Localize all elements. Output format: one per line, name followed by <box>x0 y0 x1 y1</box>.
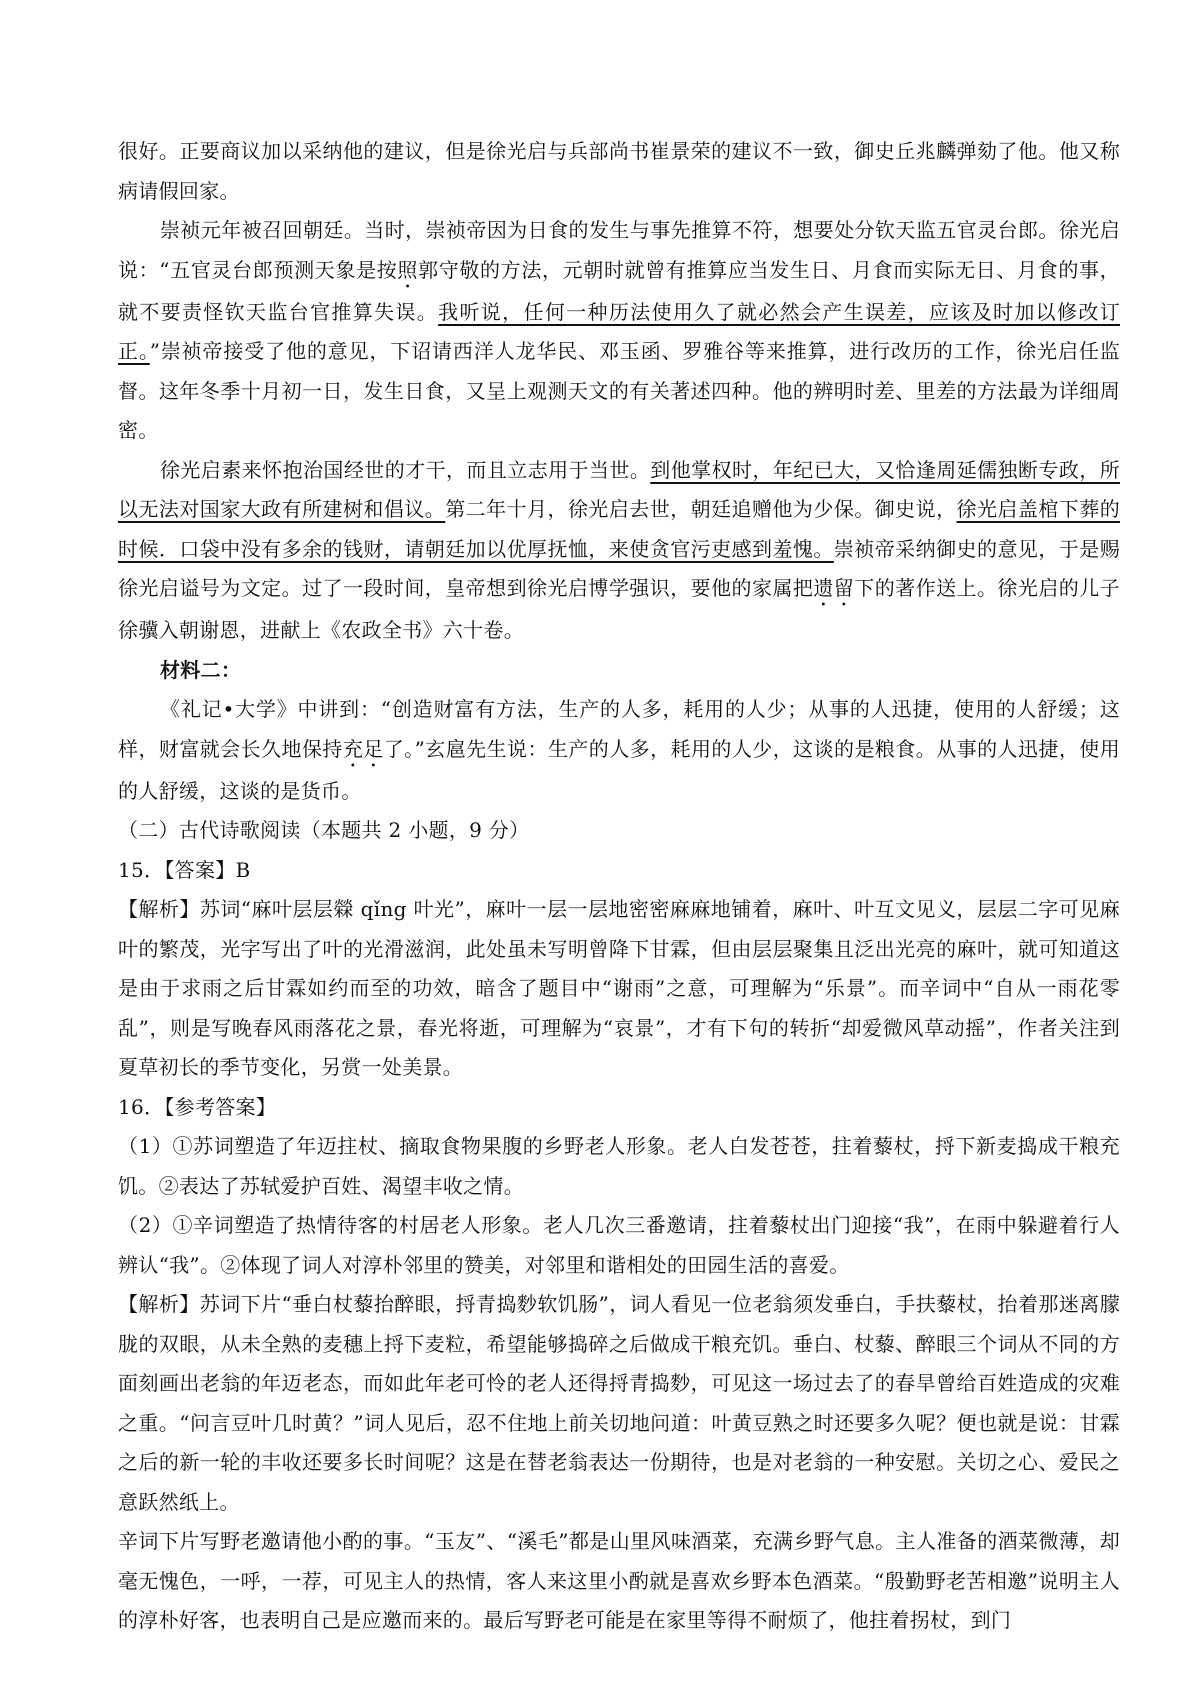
material2-heading: 材料二： <box>160 657 242 682</box>
paragraph-history-1: 很好。正要商议加以采纳他的建议，但是徐光启与兵部尚书崔景荣的建议不一致，御史丘兆麟弹劾了他。他又称病请假回家。 <box>118 139 1120 203</box>
paragraph-history-2 <box>118 211 1120 451</box>
document-page <box>118 132 1120 1641</box>
paragraph-text: 了。”玄扈先生说：生产的人多，耗用的人少，这谈的是粮食。从事的人迅捷，使用的人舒缓，这谈的是货币。 <box>118 736 1121 803</box>
emphasis-dotted-text: 充足 <box>342 736 384 761</box>
paragraph-text: 崇祯帝采纳御史的意见，于是赐徐光启谥号为文定。过了一段时间，皇帝想到徐光启博学强识，要他的家属把 <box>118 536 1121 600</box>
underlined-sentence: 我听说，任何一种历法使用久了就必然会产生误差，应该及时加以修改订正。 <box>118 299 1120 363</box>
paragraph-text: 郭守敬的方法，元朝时就曾有推算应当发生日、月食而实际无日、月食的事，就不要责怪钦天监台官推算失误。 <box>118 257 1120 324</box>
question-16-analysis: 【解析】苏词下片“垂白杖藜抬醉眼，捋青捣麨软饥肠”，词人看见一位老翁须发垂白，手扶藜杖，抬着那迷离朦胧的双眼，从未全熟的麦穗上捋下麦粒，希望能够捣碎之后做成干粮充饥。垂白、杖藜、醉眼三个词从不同的方面刻画出老翁的年迈老态，而如此年老可怜的老人还得捋青捣麨，可见这一场过去了的春旱曾给百姓造成的灾难之重。“问言豆叶几时黄？”词人见后，忍不住地上前关切地问道：叶黄豆熟之时还要多久呢？便也就是说：甘霖之后的新一轮的丰收还要多长时间呢？这是在替老翁表达一份期待，也是对老翁的一种安慰。关切之心、爱民之意跃然纸上。 <box>118 1292 1120 1514</box>
question-16-heading: 16．【参考答案】 <box>118 1094 277 1119</box>
paragraph-material2 <box>118 690 1120 811</box>
paragraph-history-3 <box>118 451 1120 651</box>
question-15-analysis: 【解析】苏词“麻叶层层檾 qǐng 叶光”，麻叶一层一层地密密麻麻地铺着，麻叶、叶互文见义，层层二字可见麻叶的繁茂，光字写出了叶的光滑滋润，此处虽未写明曾降下甘霖，但由层层聚集且泛出光亮的麻叶，就可知道这是由于求雨之后甘霖如约而至的功效，暗含了题目中“谢雨”之意，可理解为“乐景”。而辛词中“自从一雨花零乱”，则是写晚春风雨落花之景，春光将逝，可理解为“哀景”，才有下句的转折“却爱微风草动摇”，作者关注到夏草初长的季节变化，另赏一处美景。 <box>118 897 1120 1079</box>
section-heading-poetry: （二）古代诗歌阅读（本题共 2 小题，9 分） <box>118 818 530 842</box>
underlined-sentence: 徐光启盖棺下葬的时候．口袋中没有多余的钱财，请朝廷加以优厚抚恤，来使贪官污吏感到羞愧。 <box>118 497 1120 561</box>
emphasis-dotted-text: 遗留 <box>813 576 855 600</box>
xin-poem-analysis: 辛词下片写野老邀请他小酌的事。“玉友”、“溪毛”都是山里风味酒菜，充满乡野气息。主人准备的酒菜微薄，却毫无愧色，一呼，一荐，可见主人的热情，客人来这里小酌就是喜欢乡野本色酒菜。“殷勤野老苦相邀”说明主人的淳朴好客，也表明自己是应邀而来的。最后写野老可能是在家里等得不耐烦了，他拄着拐杖，到门 <box>118 1529 1120 1632</box>
paragraph-text: ”崇祯帝接受了他的意见，下诏请西洋人龙华民、邓玉函、罗雅谷等来推算，进行改历的工作，徐光启任监督。这年冬季十月初一日，发生日食，又呈上观测天文的有关著述四种。他的辨明时差、里差的方法最为详细周密。 <box>118 339 1120 442</box>
paragraph-text: 徐光启素来怀抱治国经世的才干，而且立志用于当世。 <box>160 457 651 482</box>
question-16-part-1: （1）①苏词塑造了年迈拄杖、摘取食物果腹的乡野老人形象。老人白发苍苍，拄着藜杖，捋下新麦捣成干粮充饥。②表达了苏轼爱护百姓、渴望丰收之情。 <box>118 1134 1120 1198</box>
emphasis-dotted-text: 照 <box>397 257 419 282</box>
paragraph-text: 崇祯元年被召回朝廷。当时，崇祯帝因为日食的发生与事先推算不符，想要处分钦天监五官灵台郎。徐光启说：“五官灵台郎预测天象是按 <box>118 218 1120 282</box>
paragraph-text: 《礼记•大学》中讲到：“创造财富有方法，生产的人多，耗用的人少；从事的人迅捷，使用的人舒缓；这样，财富就会长久地保持 <box>118 697 1120 761</box>
question-15-answer: 15．【答案】B <box>118 857 251 882</box>
question-16-part-2: （2）①辛词塑造了热情待客的村居老人形象。老人几次三番邀请，拄着藜杖出门迎接“我”，在雨中躲避着行人辨认“我”。②体现了词人对淳朴邻里的赞美，对邻里和谐相处的田园生活的喜爱。 <box>118 1213 1120 1277</box>
underlined-sentence: 到他掌权时，年纪已大，又恰逢周延儒独断专政，所以无法对国家大政有所建树和倡议。 <box>118 457 1120 521</box>
paragraph-text: 下的著作送上。徐光启的儿子徐骥入朝谢恩，进献上《农政全书》六十卷。 <box>118 576 1120 642</box>
paragraph-text: 第二年十月，徐光启去世，朝廷追赠他为少保。御史说， <box>445 497 957 521</box>
